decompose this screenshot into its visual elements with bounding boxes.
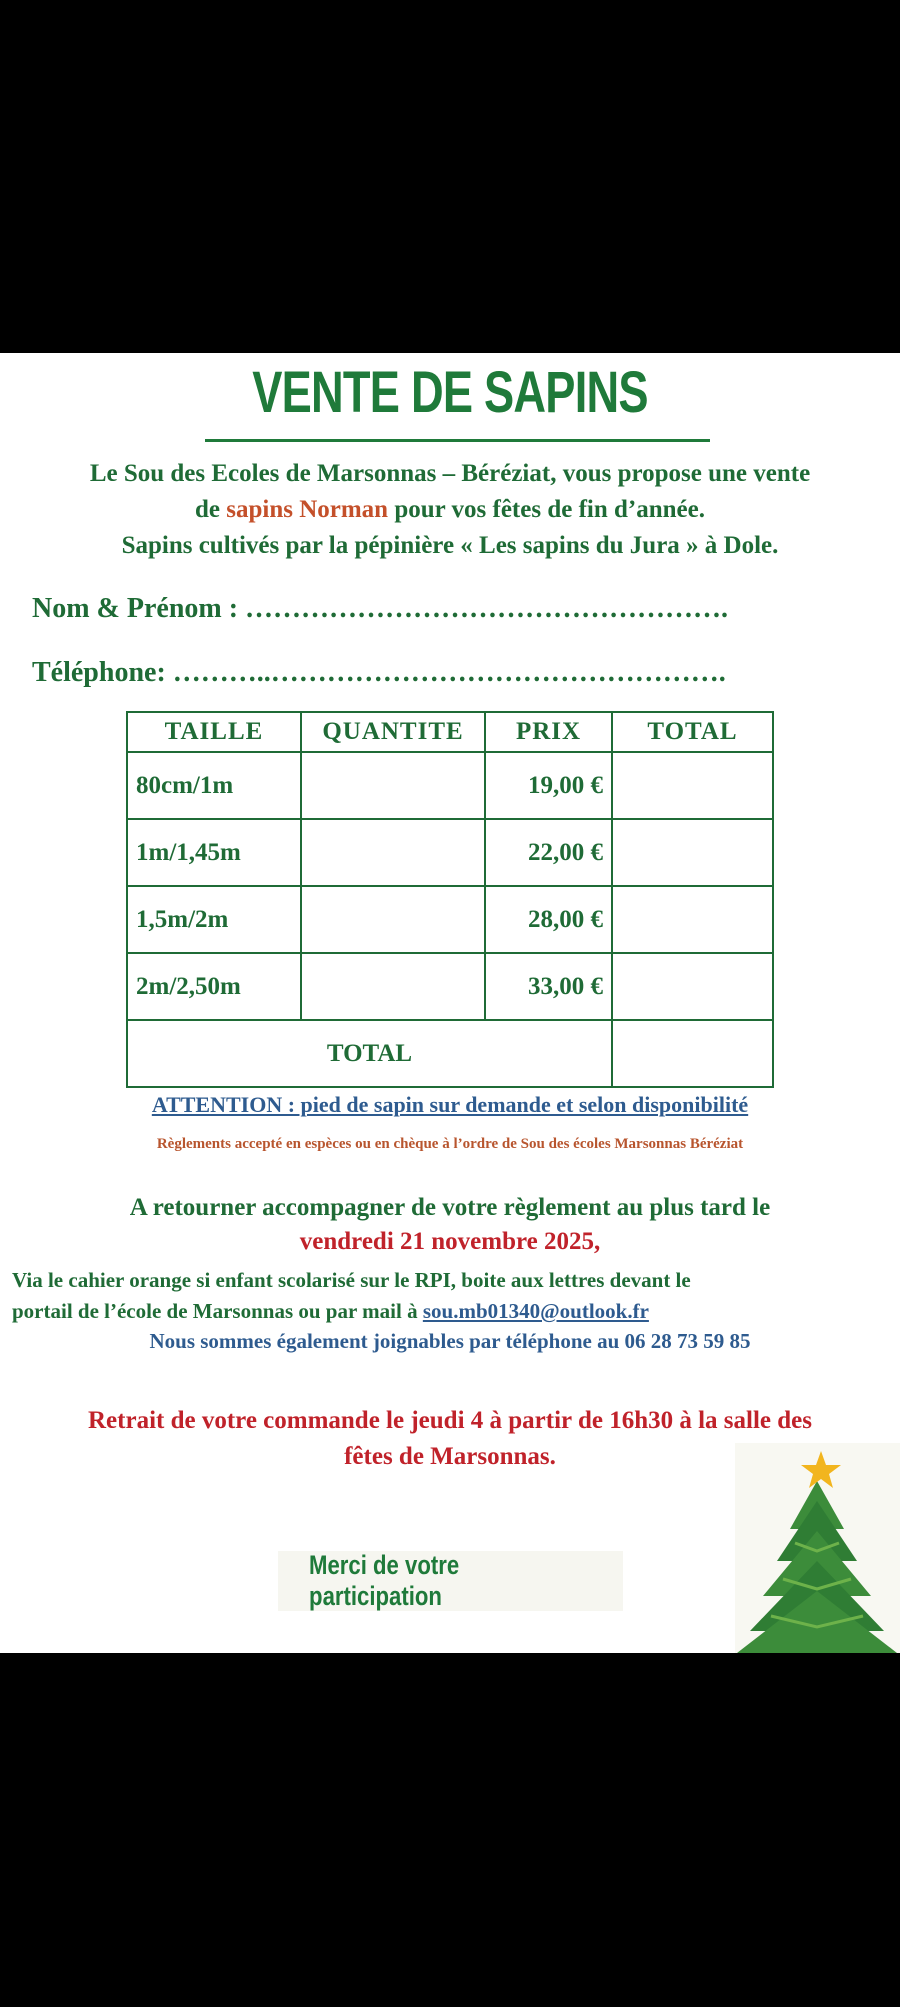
christmas-tree-icon <box>735 1451 900 1653</box>
pickup-line-2: fêtes de Marsonnas. <box>344 1443 556 1470</box>
cell-total[interactable] <box>612 953 773 1020</box>
table-row <box>127 953 773 1020</box>
cell-taille: 2m/2,50m <box>127 953 301 1020</box>
table-header-row <box>127 712 773 752</box>
via-line-1: Via le cahier orange si enfant scolarisé sur le RPI, boite aux lettres devant le <box>12 1268 691 1292</box>
intro-line-2 <box>0 492 900 528</box>
cell-total[interactable] <box>612 819 773 886</box>
table-row <box>127 886 773 953</box>
phone-contact: Nous sommes également joignables par téléphone au 06 28 73 59 85 <box>149 1329 751 1353</box>
cell-total[interactable] <box>612 886 773 953</box>
flyer-sheet <box>0 353 900 1653</box>
cell-total[interactable] <box>612 752 773 819</box>
intro-line-1: Le Sou des Ecoles de Marsonnas – Béréziat, vous propose une vente <box>89 460 811 487</box>
return-deadline: vendredi 21 novembre 2025, <box>299 1228 601 1255</box>
order-table <box>126 711 774 1088</box>
via-line-2 <box>12 1296 892 1327</box>
table-row <box>127 752 773 819</box>
thanks-banner <box>278 1551 623 1611</box>
intro-line-3: Sapins cultivés par la pépinière « Les sapins du Jura » à Dole. <box>121 532 779 559</box>
header-total: TOTAL <box>612 712 773 752</box>
intro-highlight: sapins Norman <box>226 496 389 523</box>
thanks-text: Merci de votre participation <box>309 1550 460 1611</box>
cell-quantite[interactable] <box>301 953 485 1020</box>
header-prix: PRIX <box>485 712 612 752</box>
page-title: VENTE DE SAPINS <box>252 360 648 425</box>
pickup-line-1: Retrait de votre commande le jeudi 4 à partir de 16h30 à la salle des <box>88 1407 812 1434</box>
cell-taille: 80cm/1m <box>127 752 301 819</box>
cell-quantite[interactable] <box>301 752 485 819</box>
delivery-methods <box>12 1265 892 1327</box>
cell-quantite[interactable] <box>301 886 485 953</box>
attention-notice: ATTENTION : pied de sapin sur demande et selon disponibilité <box>151 1092 749 1117</box>
cell-prix: 22,00 € <box>485 819 612 886</box>
via-line-2-pre: portail de l’école de Marsonnas ou par mail à <box>12 1299 423 1323</box>
payment-note: Règlements accepté en espèces ou en chèque à l’ordre de Sou des écoles Marsonnas Béréziat <box>156 1136 744 1152</box>
cell-taille: 1,5m/2m <box>127 886 301 953</box>
name-field[interactable]: Nom & Prénom : ……………………………………………. <box>32 593 729 624</box>
return-line-1: A retourner accompagner de votre règlement au plus tard le <box>129 1194 771 1221</box>
cell-prix: 33,00 € <box>485 953 612 1020</box>
total-label: TOTAL <box>127 1020 612 1087</box>
table-row <box>127 819 773 886</box>
intro-line-2-pre: de <box>194 496 227 523</box>
email-link[interactable]: sou.mb01340@outlook.fr <box>422 1299 649 1323</box>
grand-total-cell[interactable] <box>612 1020 773 1087</box>
cell-prix: 19,00 € <box>485 752 612 819</box>
title-underline <box>205 439 710 442</box>
cell-taille: 1m/1,45m <box>127 819 301 886</box>
return-instructions <box>0 1191 900 1259</box>
cell-quantite[interactable] <box>301 819 485 886</box>
intro-paragraph <box>0 456 900 564</box>
cell-prix: 28,00 € <box>485 886 612 953</box>
header-quantite: QUANTITE <box>301 712 485 752</box>
table-total-row <box>127 1020 773 1087</box>
header-taille: TAILLE <box>127 712 301 752</box>
star-icon <box>801 1451 841 1488</box>
intro-line-2-post: pour vos fêtes de fin d’année. <box>388 496 705 523</box>
phone-field[interactable]: Téléphone: ………..…………………………………………. <box>32 657 726 688</box>
